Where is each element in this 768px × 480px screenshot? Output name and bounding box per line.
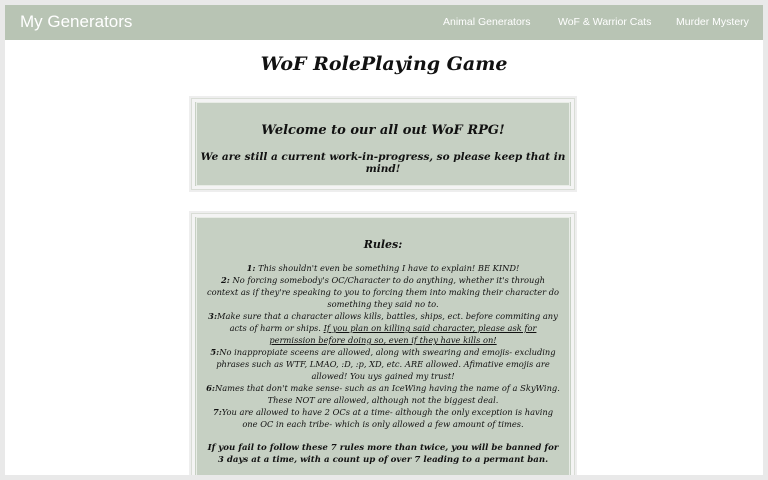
nav-link-murder-mystery[interactable]: Murder Mystery (676, 16, 749, 28)
rules-list (206, 262, 560, 430)
rule-text: No forcing somebody's OC/Character to do anything, whether it's through context as if they're speaking to you to forcing them into making their character do something they said no to. (206, 275, 560, 309)
rule-item (206, 346, 560, 382)
rule-underlined-note: If you plan on killing said character, please ask for permission before doing so, even if they have kills on! (269, 323, 537, 345)
page-frame (5, 5, 763, 475)
welcome-title: Welcome to our all out WoF RPG! (261, 123, 505, 138)
rule-number: 6: (206, 383, 215, 393)
rule-item (206, 382, 560, 406)
rules-title: Rules: (363, 238, 403, 251)
rule-number: 5: (210, 347, 220, 357)
brand-link[interactable]: My Generators (20, 12, 133, 31)
rule-number: 3: (208, 311, 218, 321)
rule-text: This shouldn't even be something I have to explain! BE KIND! (255, 263, 520, 273)
rule-text: Make sure that a character allows kills, battles, ships, ect. before commiting any acts of harm or ships. (217, 311, 558, 333)
rule-item (206, 406, 560, 430)
rule-item (206, 310, 560, 346)
rule-number: 2: (221, 275, 230, 285)
nav-link-wof-warrior-cats[interactable]: WoF & Warrior Cats (558, 16, 652, 28)
rule-text: You are allowed to have 2 OCs at a time- although the only exception is having one OC in each tribe- which is only allowed a few amount of times. (221, 407, 554, 429)
rule-number: 1: (246, 263, 256, 273)
rule-number: 7: (212, 407, 222, 417)
rules-footer: If you fail to follow these 7 rules more than twice, you will be banned for 3 days at a time, with a count up of over 7 leading to a permant ban. (207, 443, 559, 465)
rule-text: Names that don't make sense- such as an IceWing having the name of a SkyWing. These NOT are allowed, although not the biggest deal. (214, 383, 560, 405)
rules-card (191, 213, 575, 475)
welcome-card (191, 98, 575, 190)
nav-link-animal-generators[interactable]: Animal Generators (443, 16, 531, 28)
navbar (5, 5, 763, 40)
welcome-subtitle: We are still a current work-in-progress, so please keep that in mind! (200, 151, 566, 175)
rule-text: No inappropiate sceens are allowed, along with swearing and emojis- excluding phrases such as WTF, LMAO, :D, :p, XD, etc. ARE allowed. Afimative emojis are allowed! You uys gained my trust! (216, 347, 556, 381)
rule-item (206, 274, 560, 310)
page-title: WoF RolePlaying Game (260, 53, 508, 75)
rule-item (206, 262, 560, 274)
